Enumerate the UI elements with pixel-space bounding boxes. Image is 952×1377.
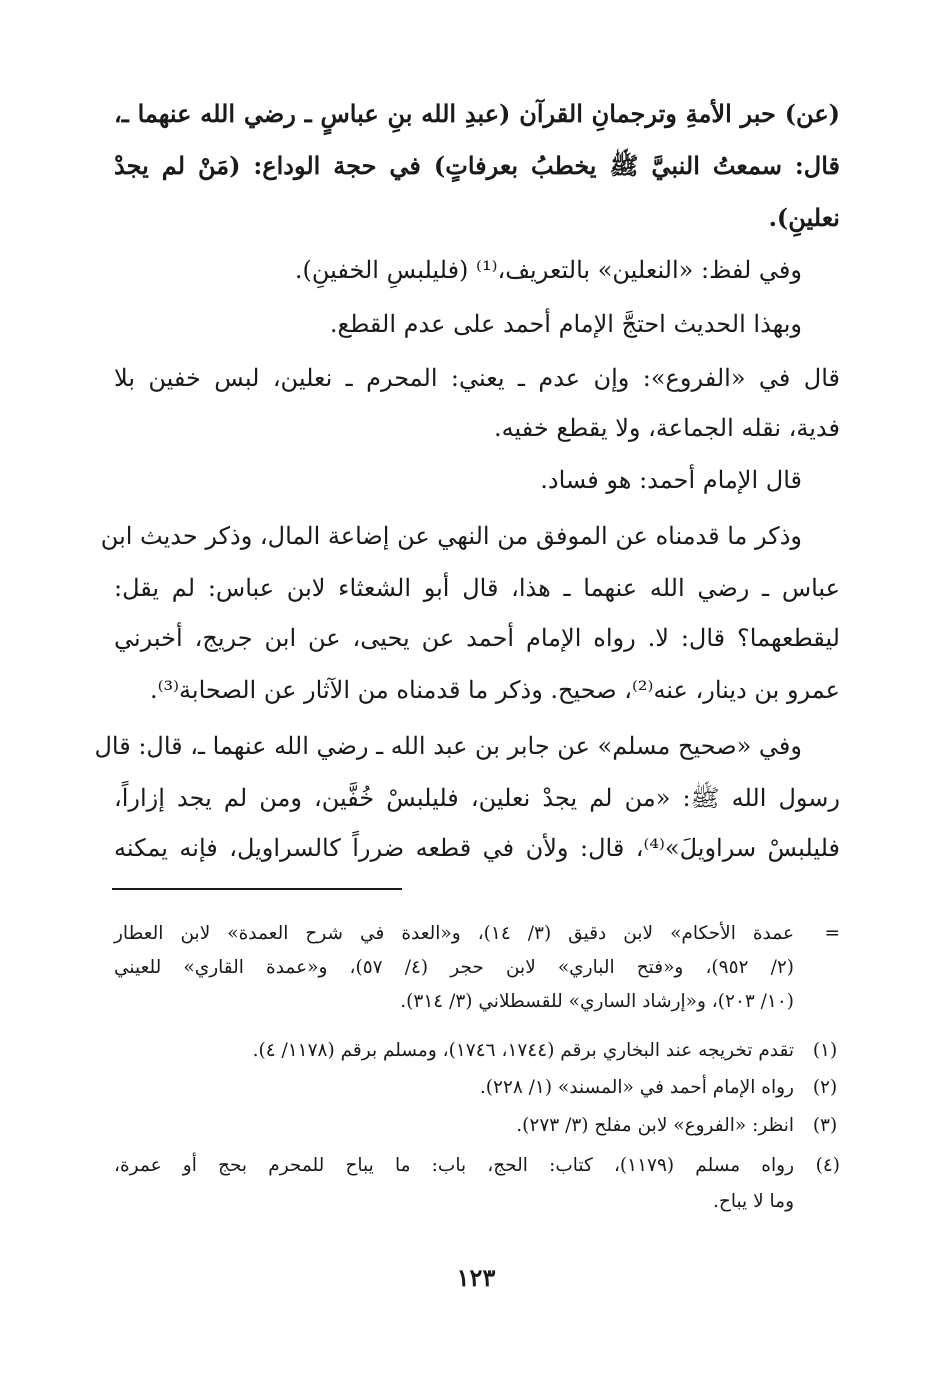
body-line: قال الإمام أحمد: هو فساد. [540,466,802,494]
body-line: وذكر ما قدمناه عن الموفق من النهي عن إضاعة المال، وذكر حديث ابن [100,522,802,550]
footnote-number: (٣) [812,1115,838,1136]
footnote-4 [114,1150,840,1181]
footnote-text: رواه الإمام أحمد في «المسند» (١/ ٢٢٨). [479,1077,794,1098]
footnote-4-continued [114,1186,840,1217]
body-line: عباس ـ رضي الله عنهما ـ هذا، قال أبو الشعثاء لابن عباس: لم يقل: [114,574,840,602]
body-line: فليلبسْ سراويلَ»⁽⁴⁾، قال: ولأن في قطعه ضرراً كالسراويل، فإنه يمكنه [114,834,840,862]
footnote-line [114,918,840,949]
footnote-text: تقدم تخريجه عند البخاري برقم (١٧٤٤، ١٧٤٦)، ومسلم برقم (١١٧٨/ ٤). [252,1040,794,1061]
body-line: وفي «صحيح مسلم» عن جابر بن عبد الله ـ رضي الله عنهما ـ، قال: قال [94,732,802,760]
footnote-text: عمدة الأحكام» لابن دقيق (٣/ ١٤)، و«العدة في شرح العمدة» لابن العطار [114,923,794,944]
body-line: قال في «الفروع»: وإن عدم ـ يعني: المحرم ـ نعلين، لبس خفين بلا [114,364,840,392]
footnote-text: وما لا يباح. [713,1191,794,1212]
body-line: ليقطعهما؟ قال: لا. رواه الإمام أحمد عن يحيى، عن ابن جريج، أخبرني [114,624,840,652]
footnote-text: رواه مسلم (١١٧٩)، كتاب: الحج، باب: ما يباح للمحرم بحج أو عمرة، [114,1155,795,1176]
body-line: فدية، نقله الجماعة، ولا يقطع خفيه. [493,414,840,442]
footnote-separator [112,888,402,890]
footnote-line [114,952,840,983]
body-line: نعلينِ). [768,203,840,232]
body-line: رسول الله ﷺ: «من لم يجدْ نعلين، فليلبسْ خُفَّين، ومن لم يجد إزاراً، [114,784,840,812]
body-line: عمرو بن دينار، عنه⁽²⁾، صحيح. وذكر ما قدمناه من الآثار عن الصحابة⁽³⁾. [150,676,840,704]
footnote-1 [114,1035,840,1066]
footnote-text: (١٠/ ٢٠٣)، و«إرشاد الساري» للقسطلاني (٣/ ٣١٤). [400,991,794,1012]
body-line: (عن) حبر الأمةِ وترجمانِ القرآن (عبدِ الله بنِ عباسٍ ـ رضي الله عنهما ـ، [114,99,841,128]
body-line: قال: سمعتُ النبيَّ ﷺ يخطبُ بعرفاتٍ) في حجة الوداع: (مَنْ لم يجدْ [114,151,840,180]
body-line: وبهذا الحديث احتجَّ الإمام أحمد على عدم القطع. [329,310,802,338]
body-line: وفي لفظ: «النعلين» بالتعريف،⁽¹⁾ (فليلبسِ الخفينِ). [294,256,802,284]
footnote-text: (٢/ ٩٥٢)، و«فتح الباري» لابن حجر (٤/ ٥٧)، و«عمدة القاري» للعيني [114,957,794,978]
footnote-number: (٢) [812,1077,838,1098]
footnote-number: (٤) [815,1155,840,1176]
footnote-continuation-marker: = [824,923,840,944]
footnote-3 [114,1110,840,1141]
footnote-text: انظر: «الفروع» لابن مفلح (٣/ ٢٧٣). [516,1115,794,1136]
footnote-line [114,986,840,1017]
footnote-2 [114,1072,840,1103]
footnote-number: (١) [812,1040,838,1061]
page-number: ١٢٣ [456,1263,496,1292]
